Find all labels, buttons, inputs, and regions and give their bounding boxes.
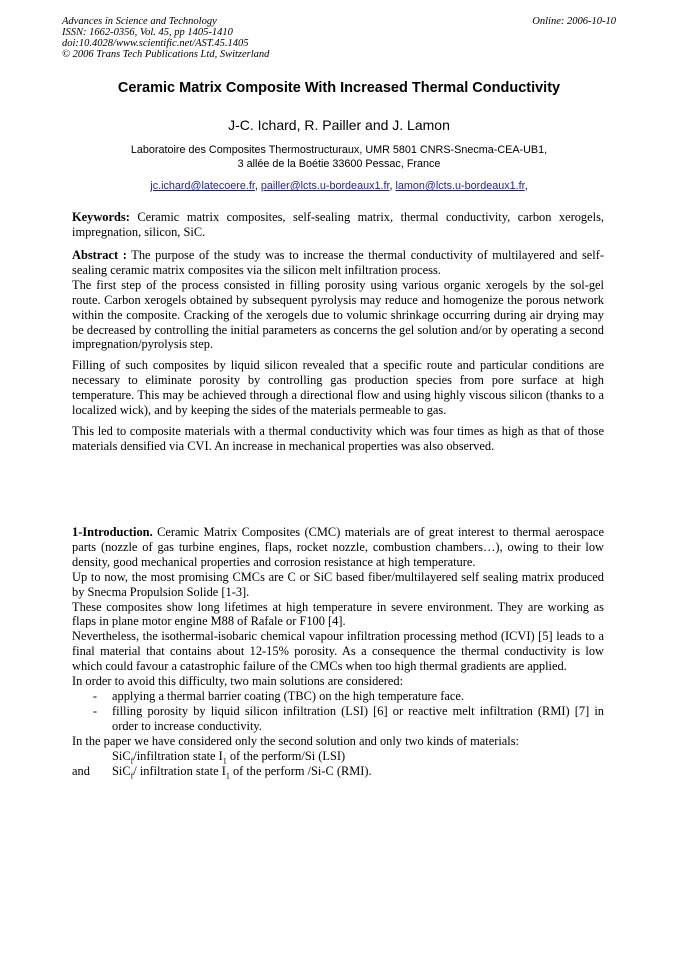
affiliation-line-1: Laboratoire des Composites Thermostructuraux, UMR 5801 CNRS-Snecma-CEA-UB1, bbox=[130, 144, 548, 156]
material-1-mid: /infiltration state I bbox=[133, 748, 223, 763]
email-link-pailler[interactable]: pailler@lcts.u-bordeaux1.fr bbox=[260, 180, 390, 192]
journal-name: Advances in Science and Technology bbox=[62, 16, 217, 27]
journal-header bbox=[62, 16, 616, 60]
material-1-sub-f: f bbox=[130, 756, 134, 766]
journal-doi: doi:10.4028/www.scientific.net/AST.45.1405 bbox=[62, 38, 249, 49]
email-link-ichard[interactable]: jc.ichard@latecoere.fr bbox=[150, 180, 255, 192]
intro-p3: These composites show long lifetimes at high temperature in severe environment. They are working as flaps in plane motor engine M88 of Rafale or F100 [4]. bbox=[72, 599, 604, 629]
intro-p4: Nevertheless, the isothermal-isobaric chemical vapour infiltration processing method (ICVI) [5] leads to a final material that contains about 12-15% porosity. As a consequence the thermal conductivity is low which could favour a catastrophic failure of the CMCs when too high thermal gradients are applied. bbox=[72, 629, 604, 674]
paper-authors: J-C. Ichard, R. Pailler and J. Lamon bbox=[228, 117, 450, 133]
material-line-1 bbox=[72, 749, 604, 764]
journal-copyright: © 2006 Trans Tech Publications Ltd, Switzerland bbox=[62, 49, 270, 60]
email-link-lamon[interactable]: lamon@lcts.u-bordeaux1.fr bbox=[395, 180, 525, 192]
keywords-section bbox=[72, 210, 604, 240]
material-2-post: of the perform /Si-C (RMI). bbox=[229, 763, 372, 778]
abstract-p2: The first step of the process consisted in filling porosity using various organic xerogels by the sol-gel route. Carbon xerogels obtained by subsequent pyrolysis may reduce and homogenize the porous network within the composite. Cracking of the xerogels due to volumic shrinkage occurring during air drying may be decreased by controlling the initial parameters as concerns the gel solution and/or by operating a second impregnation/pyrolysis step. bbox=[72, 277, 604, 352]
abstract-p4: This led to composite materials with a thermal conductivity which was four times as high as that of those materials densified via CVI. An increase in mechanical properties was also observed. bbox=[72, 423, 604, 453]
bullet-dash: - bbox=[92, 688, 98, 703]
material-2-sub-f: f bbox=[130, 770, 134, 780]
keywords-label: Keywords: bbox=[72, 210, 130, 224]
bullet-dash: - bbox=[92, 703, 98, 718]
abstract-section bbox=[72, 248, 604, 454]
material-line-2 bbox=[72, 764, 604, 779]
intro-p2: Up to now, the most promising CMCs are C or SiC based fiber/multilayered self sealing matrix produced by Snecma Propulsion Solide [1-3]. bbox=[72, 569, 604, 599]
affiliation bbox=[62, 144, 616, 171]
list-item bbox=[72, 704, 604, 734]
keywords-text: Ceramic matrix composites, self-sealing matrix, thermal conductivity, carbon xerogels, impregnation, silicon, SiC. bbox=[72, 210, 604, 239]
abstract-label: Abstract : bbox=[72, 248, 127, 262]
abstract-p1: The purpose of the study was to increase the thermal conductivity of multilayered and self-sealing ceramic matrix composites via the silicon melt infiltration process. bbox=[72, 248, 604, 277]
material-2-mid: / infiltration state I bbox=[133, 763, 226, 778]
online-date: Online: 2006-10-10 bbox=[532, 16, 616, 27]
author-emails: jc.ichard@latecoere.fr, pailler@lcts.u-bordeaux1.fr, lamon@lcts.u-bordeaux1.fr, bbox=[150, 180, 528, 192]
material-1-sub-1: 1 bbox=[222, 756, 227, 766]
material-1-pre: SiC bbox=[112, 748, 131, 763]
affiliation-line-2: 3 allée de la Boétie 33600 Pessac, France bbox=[237, 157, 441, 170]
material-2-label: and bbox=[72, 763, 90, 778]
intro-p1: Ceramic Matrix Composites (CMC) materials are of great interest to thermal aerospace parts (nozzle of gas turbine engines, flaps, rocket nozzle, combustion chambers…), owing to their low density, good mechanical properties and corrosion resistance at high temperature. bbox=[72, 525, 604, 569]
material-1-post: of the perform/Si (LSI) bbox=[226, 748, 346, 763]
intro-label: 1-Introduction. bbox=[72, 525, 153, 539]
abstract-p3: Filling of such composites by liquid silicon revealed that a specific route and particular conditions are necessary to eliminate porosity by controlling gas production species from pore surface at high temperature. This may be achieved through a directional flow and using highly viscous silicon (thanks to a localized wick), and by keeping the sides of the materials permeable to gas. bbox=[72, 358, 604, 418]
intro-p6: In the paper we have considered only the second solution and only two kinds of materials: bbox=[72, 733, 519, 748]
bullet-text: filling porosity by liquid silicon infiltration (LSI) [6] or reactive melt infiltration (RMI) [7] in order to increase conductivity. bbox=[112, 703, 604, 733]
material-2-sub-1: 1 bbox=[225, 770, 230, 780]
bullet-text: applying a thermal barrier coating (TBC) on the high temperature face. bbox=[112, 688, 464, 703]
journal-issn: ISSN: 1662-0356, Vol. 45, pp 1405-1410 bbox=[62, 27, 233, 38]
paper-title: Ceramic Matrix Composite With Increased Thermal Conductivity bbox=[117, 80, 561, 96]
introduction-section bbox=[72, 525, 604, 778]
list-item bbox=[72, 689, 604, 704]
intro-p5: In order to avoid this difficulty, two main solutions are considered: bbox=[72, 674, 404, 689]
material-2-pre: SiC bbox=[112, 763, 131, 778]
